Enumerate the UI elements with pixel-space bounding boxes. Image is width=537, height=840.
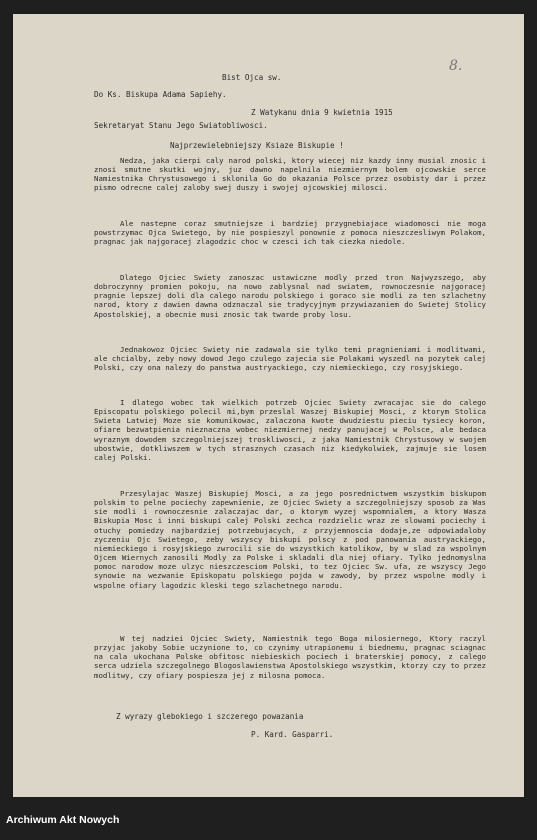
paragraph-5: I dlatego wobec tak wielkich potrzeb Ojciec Swiety zwracajac sie do calego Episcopatu polskiego polecil mi,bym przeslal Waszej Biskupiej Mosci, z ktorym Stolica Swieta Latwiej Moze sie komunikowac, zalaczona kwote dwudziestu pieciu tysiecy koron, ofiare bezwatpienia nieznaczna wobec niezmiernej nedzy panujacej w Polsce, ale bedaca wyraznym dowodem szczegolniejszej troskliwosci, z jaka Namiestnik Chrystusowy w swojem ubostwie, dotkliwszem w tych strasznych czasach niz kiedykolwiek, zajmuje sie losem calej Polski.: [94, 398, 486, 462]
closing: Z wyrazy glebokiego i szczerego powazania: [116, 712, 304, 721]
place-date: Z Watykanu dnia 9 kwietnia 1915: [251, 108, 393, 117]
paragraph-2: Ale nastepne coraz smutniejsze i bardziej przygnebiajace wiadomosci nie moga powstrzymac Ojca Swietego, by nie pospieszyl ponownie z pomoca nieszczesliwym Polakom, pragnac jak najgoracej zlagodzic choc w czesci ich tak ciezka niedole.: [94, 219, 486, 247]
header-recipient: Do Ks. Biskupa Adama Sapiehy.: [94, 90, 227, 99]
page-number: 8.: [449, 58, 463, 74]
paragraph-6: Przesylajac Waszej Biskupiej Mosci, a za jego posrednictwem wszystkim biskupom polskim to pelne pociechy zapewnienie, ze Ojciec Swiety a szczegolniejszy sposob za Was sie modli i rownoczesnie zalaczajac dar, o ktorym wyzej wspomnialem, a ktory Wasza Biskupia Mosc i inni biskupi calej Polski zechca rozdzielic wraz ze slowami pociechy i otuchy pomiedzy najbardziej potrzebujacych, z przyjemnoscia dodaje,ze odpowiadaloby zyczeniu Ojc Swietego, zeby wszyscy biskupi polscy z pod panowania austryackiego, niemieckiego i rosyjskiego zwrocili sie do wszystkich katolikow, by w slad za wspolnym Ojcem Wiernych zanosili Modly za Polske i skladali dla niej ofiary. Tylko jednomyslna pomoc narodow moze ulzyc nieszczesciom Polski, to tez Ojciec Sw. ufa, ze wszyscy Jego synowie na wezwanie Episkopatu polskiego pojda w zawody, by przez wspolne modly i wspolne ofiary lagodzic kleski tego szlachetnego narodu.: [94, 489, 486, 590]
archive-footer: [0, 797, 537, 840]
sender: Sekretaryat Stanu Jego Swiatobliwosci.: [94, 121, 268, 130]
paragraph-1: Nedza, jaka cierpi caly narod polski, ktory wiecej niz kazdy inny musial znosic i znosi smutne skutki wojny, juz dawno napelnila niezmiernym bolem ojcowskie serce Namiestnika Chrystusowego i sklonila Go do okazania Polsce przez osobisty dar i przez pismo odrecne calej zaloby swej duszy i swojej ojcowskiej milosci.: [94, 156, 486, 193]
paragraph-7: W tej nadziei Ojciec Swiety, Namiestnik tego Boga milosiernego, Ktory raczyl przyjac jakoby Sobie uczynione to, co czynimy utrapionemu i biednemu, pragnac sciagnac na cala ukochana Polske obfitosc niebieskich pociech i braterskiej pomocy, z calego serca udziela szczegolnego Blogoslawienstwa Apostolskiego wszystkim, ktorzy czy to przez modlitwy, czy ofiary pospiesza jej z milosna pomoca.: [94, 634, 486, 680]
paragraph-4: Jednakowoz Ojciec Swiety nie zadawala sie tylko temi pragnieniami i modlitwami, ale chcialby, zeby nowy dowod Jego czulego zajecia sie Polakami wyszedl na pozytek calej Polski, czy ona nalezy do panstwa austryackiego, czy niemieckiego, czy rosyjskiego.: [94, 345, 486, 373]
paragraph-3: Dlatego Ojciec Swiety zanoszac ustawiczne modly przed tron Najwyzszego, aby dobroczynny promien pokoju, na nowo zablysnal nad swiatem, rownoczesnie najgoracej pragnie lepszej doli dla calego narodu polskiego i goraco sie modli za ten szlachetny narod, ktory z dawien dawna odznaczal sie tradycyjnym przywiazaniem do Swietej Stolicy Apostolskiej, a obecnie musi znosic tak twarde proby losu.: [94, 273, 486, 319]
header-title: Bist Ojca sw.: [222, 73, 282, 82]
signature: P. Kard. Gasparri.: [251, 730, 334, 739]
archive-label: Archiwum Akt Nowych: [6, 814, 120, 826]
salutation: Najprzewielebniejszy Ksiaze Biskupie !: [170, 141, 344, 150]
